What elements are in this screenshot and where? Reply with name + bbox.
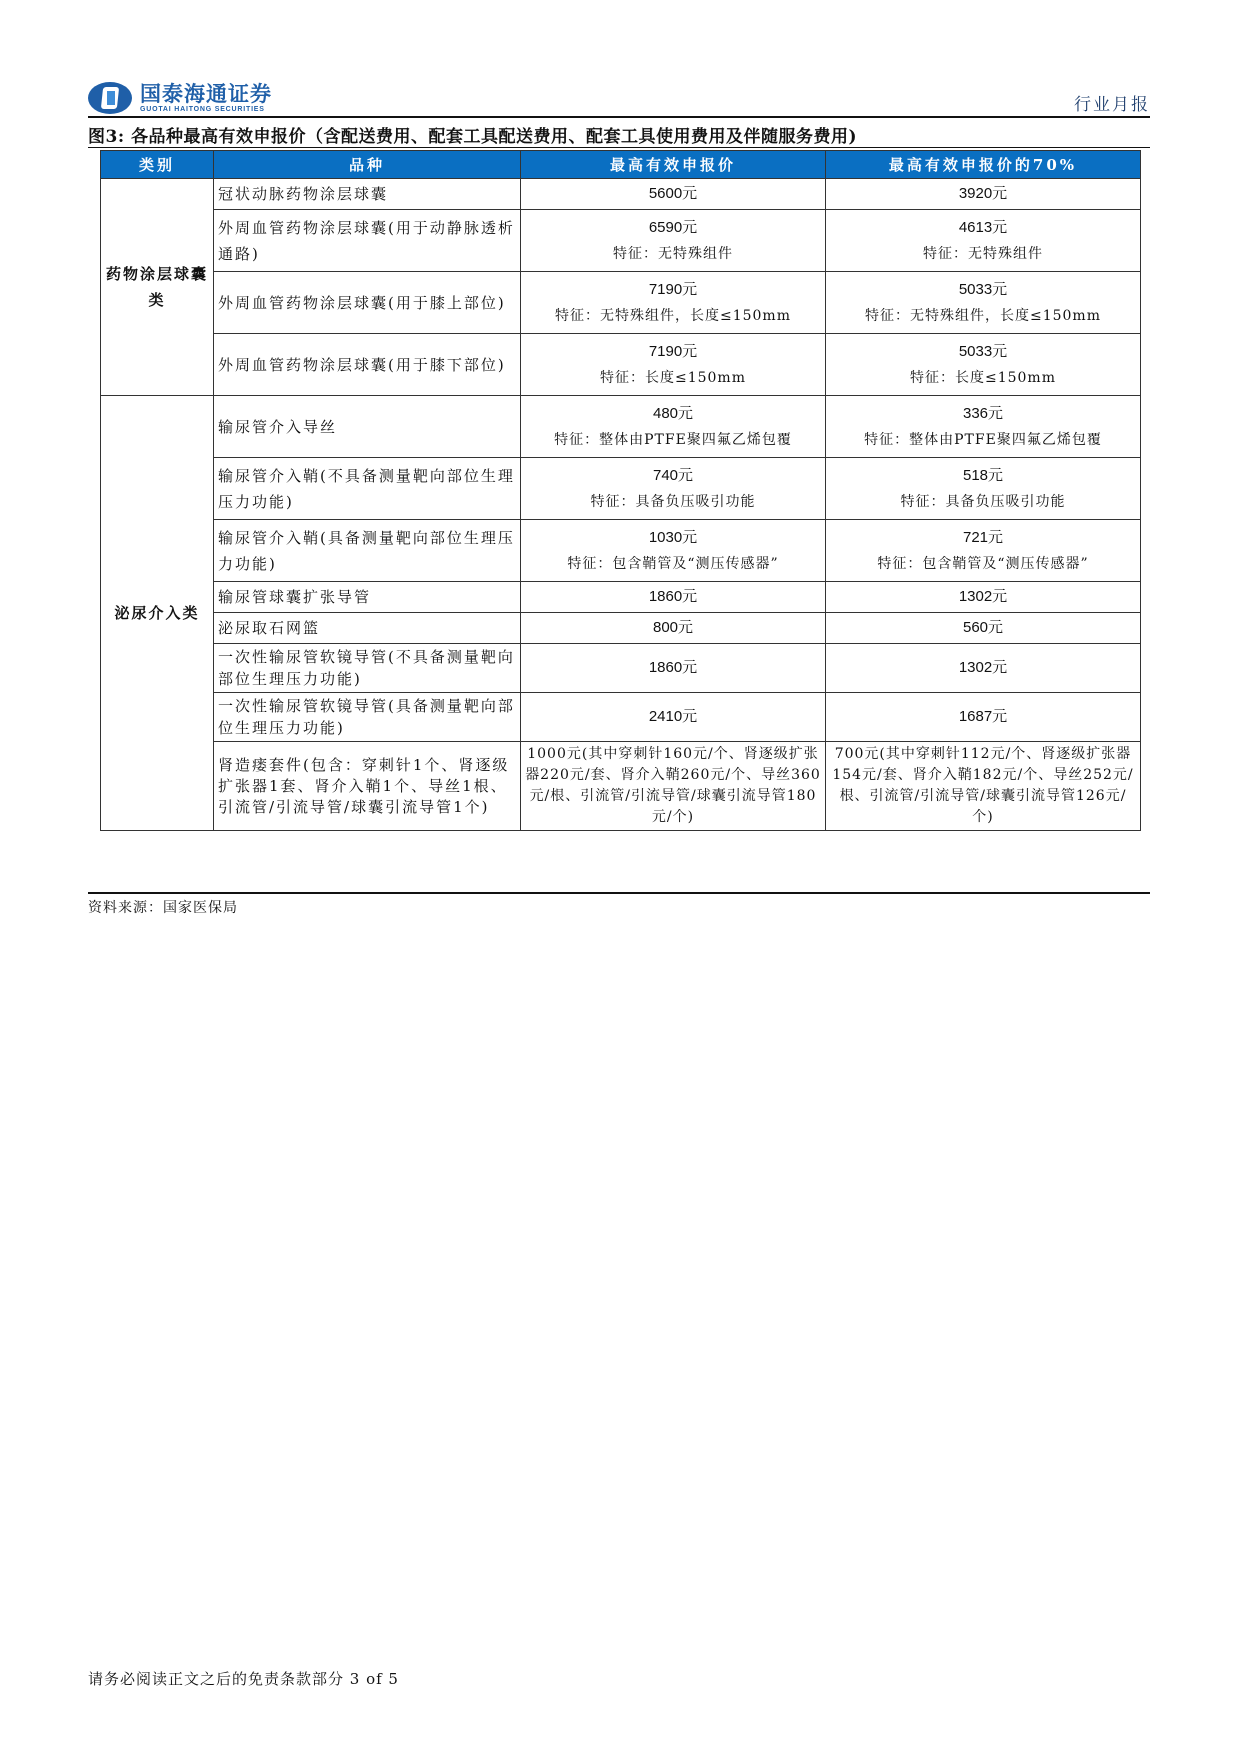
category-cell: 药物涂层球囊类 [101,179,214,396]
price70-feature: 特征：具备负压吸引功能 [900,493,1066,510]
page-footer: 请务必阅读正文之后的免责条款部分 3 of 5 [88,1670,399,1688]
price70-value: 1687元 [958,708,1008,725]
price-cell [521,582,826,613]
table-row [101,520,1141,582]
price-cell [521,644,826,693]
price-feature: 特征：包含鞘管及“测压传感器” [567,555,779,572]
table-row [101,613,1141,644]
price70-cell [826,396,1141,458]
table-row [101,334,1141,396]
category-cell: 泌尿介入类 [101,396,214,831]
price-cell [521,334,826,396]
item-cell: 输尿管介入鞘(不具备测量靶向部位生理压力功能) [214,458,521,520]
column-header-item: 品种 [214,151,521,179]
brand-name-en: GUOTAI HAITONG SECURITIES [140,105,265,113]
price-value: 5600元 [648,185,698,202]
table-row [101,396,1141,458]
price-cell [521,272,826,334]
price70-cell [826,179,1141,210]
price-cell [521,520,826,582]
price70-feature: 特征：长度≤150mm [909,369,1056,386]
header-divider [88,116,1150,118]
price70-value: 721元 [962,528,1004,546]
report-type: 行业月报 [1074,95,1150,115]
table-row [101,272,1141,334]
item-cell: 输尿管介入导丝 [214,396,521,458]
item-cell: 一次性输尿管软镜导管(不具备测量靶向部位生理压力功能) [214,644,521,693]
price-value: 2410元 [648,708,698,725]
price70-cell [826,582,1141,613]
column-header-price: 最高有效申报价 [521,151,826,179]
column-header-category: 类别 [101,151,214,179]
table-row [101,644,1141,693]
price70-cell [826,613,1141,644]
item-cell: 泌尿取石网篮 [214,613,521,644]
price70-value: 1302元 [958,588,1008,605]
price70-value: 3920元 [958,185,1008,202]
price70-feature: 特征：无特殊组件，长度≤150mm [864,307,1101,324]
price70-value: 1302元 [958,659,1008,676]
source-note: 资料来源：国家医保局 [88,900,238,916]
price-value: 1030元 [648,528,698,546]
price-cell [521,210,826,272]
price-value: 480元 [652,404,694,422]
price-cell: 1000元(其中穿刺针160元/个、肾逐级扩张器220元/套、肾介入鞘260元/个、导丝360元/根、引流管/引流导管/球囊引流导管180元/个) [521,742,826,831]
price70-value: 560元 [962,619,1004,636]
price-feature: 特征：整体由PTFE聚四氟乙烯包覆 [554,431,792,448]
price-feature: 特征：无特殊组件，长度≤150mm [554,307,791,324]
price70-cell [826,520,1141,582]
brand-name-cn: 国泰海通证券 [140,81,272,106]
price70-cell [826,693,1141,742]
price-cell [521,613,826,644]
item-cell: 外周血管药物涂层球囊(用于膝上部位) [214,272,521,334]
price70-cell [826,334,1141,396]
table-row [101,742,1141,831]
price-value: 740元 [652,466,694,484]
price70-cell [826,644,1141,693]
table-header-row [101,151,1141,179]
logo-mark-icon [88,82,132,114]
price-cell [521,693,826,742]
item-cell: 外周血管药物涂层球囊(用于动静脉透析通路) [214,210,521,272]
table-row [101,179,1141,210]
price70-feature: 特征：整体由PTFE聚四氟乙烯包覆 [864,431,1102,448]
price-value: 1860元 [648,659,698,676]
price-value: 6590元 [648,218,698,236]
price70-feature: 特征：无特殊组件 [923,245,1043,262]
price-feature: 特征：具备负压吸引功能 [590,493,756,510]
price70-cell [826,210,1141,272]
price-value: 800元 [652,619,694,636]
title-divider [88,147,1150,148]
item-cell: 冠状动脉药物涂层球囊 [214,179,521,210]
table-row [101,693,1141,742]
table-row [101,582,1141,613]
item-cell: 外周血管药物涂层球囊(用于膝下部位) [214,334,521,396]
item-cell: 输尿管球囊扩张导管 [214,582,521,613]
table-row [101,458,1141,520]
item-cell: 一次性输尿管软镜导管(具备测量靶向部位生理压力功能) [214,693,521,742]
price-value: 7190元 [648,280,698,298]
item-cell: 肾造瘘套件(包含：穿刺针1个、肾逐级扩张器1套、肾介入鞘1个、导丝1根、引流管/引流导管/球囊引流导管1个) [214,742,521,831]
price70-value: 518元 [962,466,1004,484]
price-feature: 特征：长度≤150mm [599,369,746,386]
price-value: 1860元 [648,588,698,605]
price70-value: 4613元 [958,218,1008,236]
table-bottom-divider [88,892,1150,894]
price70-value: 336元 [962,404,1004,422]
brand-logo [88,80,272,116]
price70-cell [826,272,1141,334]
price-cell [521,458,826,520]
price70-value: 5033元 [958,280,1008,298]
price-value: 7190元 [648,342,698,360]
price70-value: 5033元 [958,342,1008,360]
price70-cell: 700元(其中穿刺针112元/个、肾逐级扩张器154元/套、肾介入鞘182元/个、导丝252元/根、引流管/引流导管/球囊引流导管126元/个) [826,742,1141,831]
price70-feature: 特征：包含鞘管及“测压传感器” [877,555,1089,572]
table-row [101,210,1141,272]
price-cell [521,396,826,458]
price-table [100,150,1141,831]
figure-title: 图3: 各品种最高有效申报价（含配送费用、配套工具配送费用、配套工具使用费用及伴随服务费用) [88,127,858,147]
price70-cell [826,458,1141,520]
price-cell [521,179,826,210]
price-feature: 特征：无特殊组件 [613,245,733,262]
item-cell: 输尿管介入鞘(具备测量靶向部位生理压力功能) [214,520,521,582]
column-header-price70: 最高有效申报价的70% [826,151,1141,179]
